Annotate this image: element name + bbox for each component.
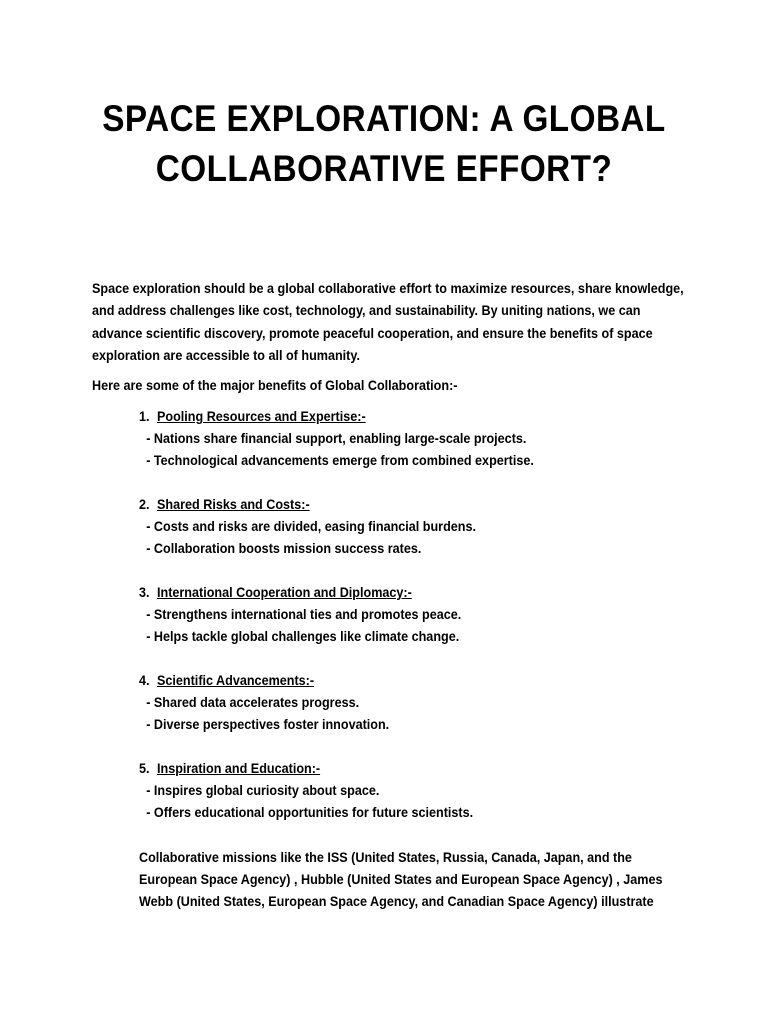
list-item — [139, 669, 389, 735]
list-item — [139, 757, 473, 823]
item-point: - Collaboration boosts mission success rates. — [146, 540, 422, 556]
item-number: 3. — [139, 584, 150, 600]
item-point: - Technological advancements emerge from combined expertise. — [146, 452, 534, 468]
item-heading: Scientific Advancements:- — [157, 672, 315, 688]
intro-paragraph: Space exploration should be a global collaborative effort to maximize resources, share knowledge, and address challenges like cost, technology, and sustainability. By uniting nations, we can advance scientific discovery, promote peaceful cooperation, and ensure the benefits of space exploration are accessible to all of humanity. — [92, 280, 684, 363]
item-heading: Inspiration and Education:- — [157, 760, 321, 776]
item-point: - Costs and risks are divided, easing financial burdens. — [146, 518, 477, 534]
item-number: 4. — [139, 672, 150, 688]
list-item — [139, 493, 476, 559]
list-item — [139, 405, 534, 471]
item-number: 5. — [139, 760, 150, 776]
item-heading: International Cooperation and Diplomacy:- — [157, 584, 412, 600]
page-title — [92, 94, 675, 194]
item-heading: Pooling Resources and Expertise:- — [157, 408, 366, 424]
item-point: - Nations share financial support, enabling large-scale projects. — [146, 430, 527, 446]
closing-line: European Space Agency) , Hubble (United States and European Space Agency) , James — [139, 871, 663, 887]
item-point: - Diverse perspectives foster innovation. — [146, 716, 390, 732]
benefits-lead: Here are some of the major benefits of Global Collaboration:- — [92, 377, 458, 393]
title-line-2: COLLABORATIVE EFFORT? — [155, 148, 613, 189]
item-number: 1. — [139, 408, 150, 424]
item-point: - Inspires global curiosity about space. — [146, 782, 380, 798]
closing-line: Collaborative missions like the ISS (United States, Russia, Canada, Japan, and the — [139, 849, 632, 865]
item-number: 2. — [139, 496, 150, 512]
item-point: - Helps tackle global challenges like climate change. — [146, 628, 460, 644]
item-point: - Offers educational opportunities for future scientists. — [146, 804, 474, 820]
item-point: - Strengthens international ties and promotes peace. — [146, 606, 462, 622]
title-line-1: SPACE EXPLORATION: A GLOBAL — [102, 98, 666, 139]
item-heading: Shared Risks and Costs:- — [157, 496, 310, 512]
closing-paragraph — [139, 846, 679, 912]
closing-line: Webb (United States, European Space Agency, and Canadian Space Agency) illustrate — [139, 893, 654, 909]
list-item — [139, 581, 461, 647]
item-point: - Shared data accelerates progress. — [146, 694, 360, 710]
